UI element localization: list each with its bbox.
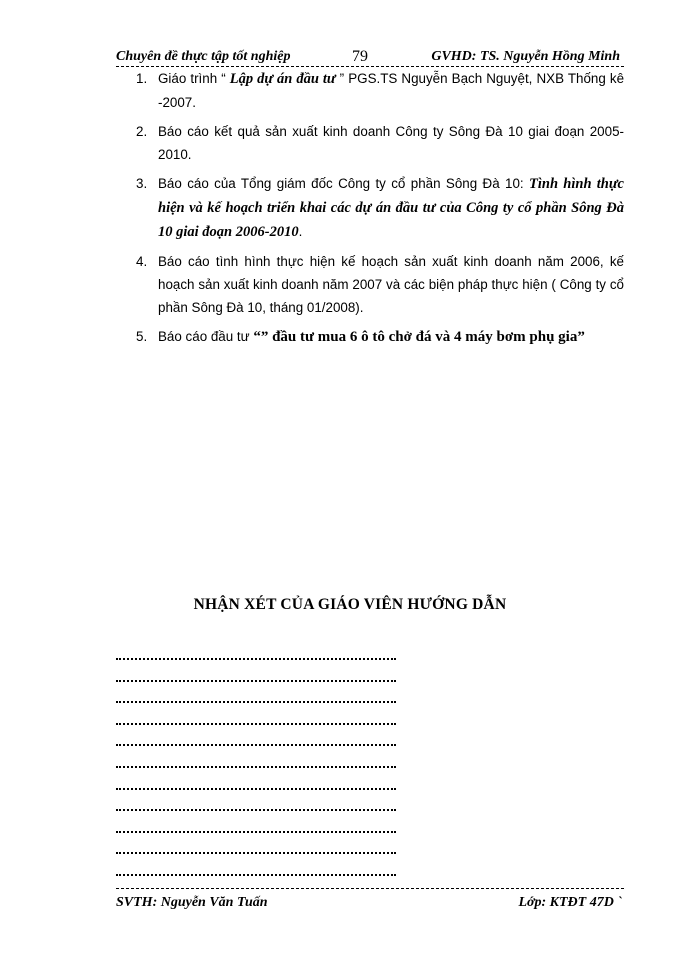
- reference-book-title: Lập dự án đầu tư: [229, 71, 336, 87]
- blank-comment-line: [116, 790, 396, 812]
- footer-divider: [116, 888, 624, 889]
- page-footer: [116, 892, 626, 914]
- advisor-name: GVHD: TS. Nguyễn Hồng Minh: [431, 49, 620, 64]
- page-header: [116, 46, 626, 68]
- reference-item: 5. Báo cáo đầu tư “” đầu tư mua 6 ô tô chở đá và 4 máy bơm phụ gia”: [128, 325, 624, 349]
- student-name: SVTH: Nguyễn Văn Tuấn: [116, 895, 268, 910]
- class-name: Lớp: KTĐT 47D `: [518, 895, 622, 910]
- review-heading: NHẬN XÉT CỦA GIÁO VIÊN HƯỚNG DẪN: [193, 596, 507, 613]
- blank-comment-line: [116, 725, 396, 747]
- reference-item: 4. Báo cáo tình hình thực hiện kế hoạch sản xuất kinh doanh năm 2006, kế hoạch sản xuất kinh doanh năm 2007 và các biện pháp thực hiện ( Công ty cổ phần Sông Đà 10, tháng 01/2008).: [128, 250, 624, 319]
- blank-comment-line: [116, 833, 396, 855]
- reference-list: [128, 67, 624, 355]
- blank-comment-line: [116, 768, 396, 790]
- reference-report-title: “” đầu tư mua 6 ô tô chở đá và 4 máy bơm phụ gia”: [253, 329, 585, 345]
- reference-report-title: Tình hình thực hiện và kế hoạch triển khai các dự án đầu tư của Công ty cổ phần Sông Đà 10 giai đoạn 2006-2010: [158, 176, 624, 240]
- reference-number: 4.: [136, 254, 148, 269]
- review-blank-lines: [116, 656, 396, 876]
- page-number: 79: [352, 48, 368, 65]
- reference-item: 1. Giáo trình “ Lập dự án đầu tư ” PGS.TS Nguyễn Bạch Nguyệt, NXB Thống kê -2007.: [128, 67, 624, 114]
- reference-item: 3. Báo cáo của Tổng giám đốc Công ty cổ phần Sông Đà 10: Tình hình thực hiện và kế hoạch triển khai các dự án đầu tư của Công ty cổ phần Sông Đà 10 giai đoạn 2006-2010.: [128, 172, 624, 244]
- blank-comment-line: [116, 811, 396, 833]
- blank-comment-line: [116, 746, 396, 768]
- reference-number: 1.: [136, 71, 148, 86]
- blank-comment-line: [116, 854, 396, 876]
- reference-number: 5.: [136, 329, 148, 344]
- reference-number: 2.: [136, 124, 148, 139]
- blank-comment-line: [116, 703, 396, 725]
- course-title: Chuyên đề thực tập tốt nghiệp: [116, 49, 291, 64]
- reference-number: 3.: [136, 176, 148, 191]
- blank-comment-line: [116, 682, 396, 704]
- blank-comment-line: [116, 660, 396, 682]
- reference-item: 2. Báo cáo kết quả sản xuất kinh doanh Công ty Sông Đà 10 giai đoạn 2005-2010.: [128, 120, 624, 166]
